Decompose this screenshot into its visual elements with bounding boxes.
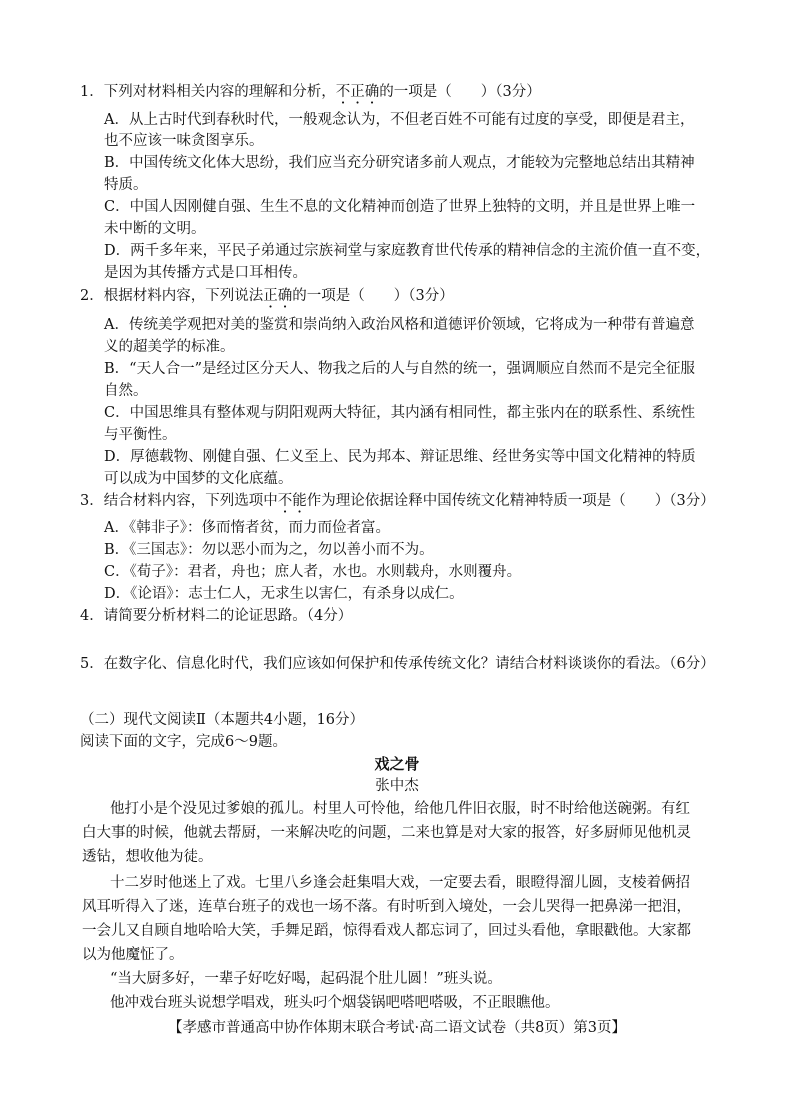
q1-option-a: A．从上古时代到春秋时代，一般观念认为，不但老百姓不可能有过度的享受，即便是君主， [104,112,695,128]
q3-option-c: C．《荀子》：君者，舟也；庶人者，水也。水则载舟，水则覆舟。 [104,564,522,580]
emphasis-char: 确 [277,288,293,304]
passage-title: 戏之骨 [374,755,420,773]
q1-option-c: C．中国人因刚健自强、生生不息的文化精神而创造了世界上独特的文明，并且是世界上唯一 [104,199,696,215]
emphasis-char: 确 [364,84,380,100]
q5-stem: 5．在数字化、信息化时代，我们应该如何保护和传承传统文化？请结合材料谈谈你的看法。（6分） [80,656,715,672]
paragraph-1-line-3: 透钻，想收他为徒。 [82,849,213,865]
paragraph-2-line-1: 十二岁时他迷上了戏。七里八乡逢会赶集唱大戏，一定要去看，眼瞪得溜儿圆，支棱着俩招 [110,875,690,891]
q2-option-b: B．“天人合一”是经过区分天人、物我之后的人与自然的统一，强调顺应自然而不是完全征服 [104,361,695,377]
q3-option-d: D．《论语》：志士仁人，无求生以害仁，有杀身以成仁。 [104,586,464,602]
emphasis-char: 正 [350,84,365,100]
paragraph-1-line-1: 他打小是个没见过爹娘的孤儿。村里人可怜他，给他几件旧衣服，时不时给他送碗粥。有红 [110,801,690,817]
page-footer: 【孝感市普通高中协作体期末联合考试·高二语文试卷（共8页）第3页】 [167,1020,627,1036]
paragraph-1-line-2: 白大事的时候，他就去帮厨，一来解决吃的问题，二来也算是对大家的报答，好多厨师见他机灵 [82,825,691,841]
paragraph-3-line-1: “当大厨多好，一辈子好吃好喝，起码混个肚儿圆！”班头说。 [110,971,502,987]
q2-option-c: C．中国思维具有整体观与阴阳观两大特征，其内涵有相同性，都主张内在的联系性、系统性 [104,405,696,421]
q1-stem: 1．下列对材料相关内容的理解和分析，不正确的一项是（ ）（3分） [80,84,541,100]
q2-option-d: D．厚德载物、刚健自强、仁义至上、民为邦本、辩证思维、经世务实等中国文化精神的特质 [104,449,696,465]
section-instruction: 阅读下面的文字，完成6～9题。 [80,734,287,750]
q2-option-d-cont: 可以成为中国梦的文化底蕴。 [104,471,293,487]
passage-author: 张中杰 [375,778,419,794]
q2-option-a: A．传统美学观把对美的鉴赏和崇尚纳入政治风格和道德评价领域，它将成为一种带有普遍意 [104,317,695,333]
q2-stem: 2．根据材料内容，下列说法正确的一项是（ ）（3分） [80,288,454,304]
emphasis-char: 能 [292,493,307,509]
q2-option-a-cont: 义的超美学的标准。 [104,339,235,355]
q2-option-b-cont: 自然。 [104,383,148,399]
section-heading: （二）现代文阅读Ⅱ（本题共4小题，16分） [80,712,365,728]
q1-option-d: D．两千多年来，平民子弟通过宗族祠堂与家庭教育世代传承的精神信念的主流价值一直不变， [104,243,711,259]
q2-option-c-cont: 与平衡性。 [104,427,177,443]
emphasis-char: 正 [263,288,278,304]
q4-stem: 4．请简要分析材料二的论证思路。（4分） [80,608,353,624]
paragraph-2-line-2: 风耳听得入了迷，连草台班子的戏也一场不落。有时听到入境处，一会儿哭得一把鼻涕一把泪， [82,899,691,915]
q1-option-b-cont: 特质。 [104,177,148,193]
q1-option-d-cont: 是因为其传播方式是口耳相传。 [104,265,307,281]
q1-option-a-cont: 也不应该一味贪图享乐。 [104,133,264,149]
q3-option-b: B．《三国志》：勿以恶小而为之，勿以善小而不为。 [104,542,434,558]
emphasis-char: 不 [277,493,293,509]
emphasis-char: 不 [335,84,351,100]
q1-option-b: B．中国传统文化体大思纷，我们应当充分研究诸多前人观点，才能较为完整地总结出其精神 [104,155,695,171]
paragraph-2-line-3: 一会儿又自顾自地哈哈大笑，手舞足蹈，惊得看戏人都忘词了，回过头看他，拿眼戳他。大家都 [82,923,691,939]
paragraph-4-line-1: 他冲戏台班头说想学唱戏，班头叼个烟袋锅吧嗒吧嗒吸，不正眼瞧他。 [110,995,560,1011]
q3-stem: 3．结合材料内容，下列选项中不能作为理论依据诠释中国传统文化精神特质一项是（ ）（3分） [80,493,715,509]
paragraph-2-line-4: 以为他魔怔了。 [82,947,184,963]
q3-option-a: A．《韩非子》：侈而惰者贫，而力而俭者富。 [104,520,390,536]
q1-option-c-cont: 未中断的文明。 [104,221,206,237]
